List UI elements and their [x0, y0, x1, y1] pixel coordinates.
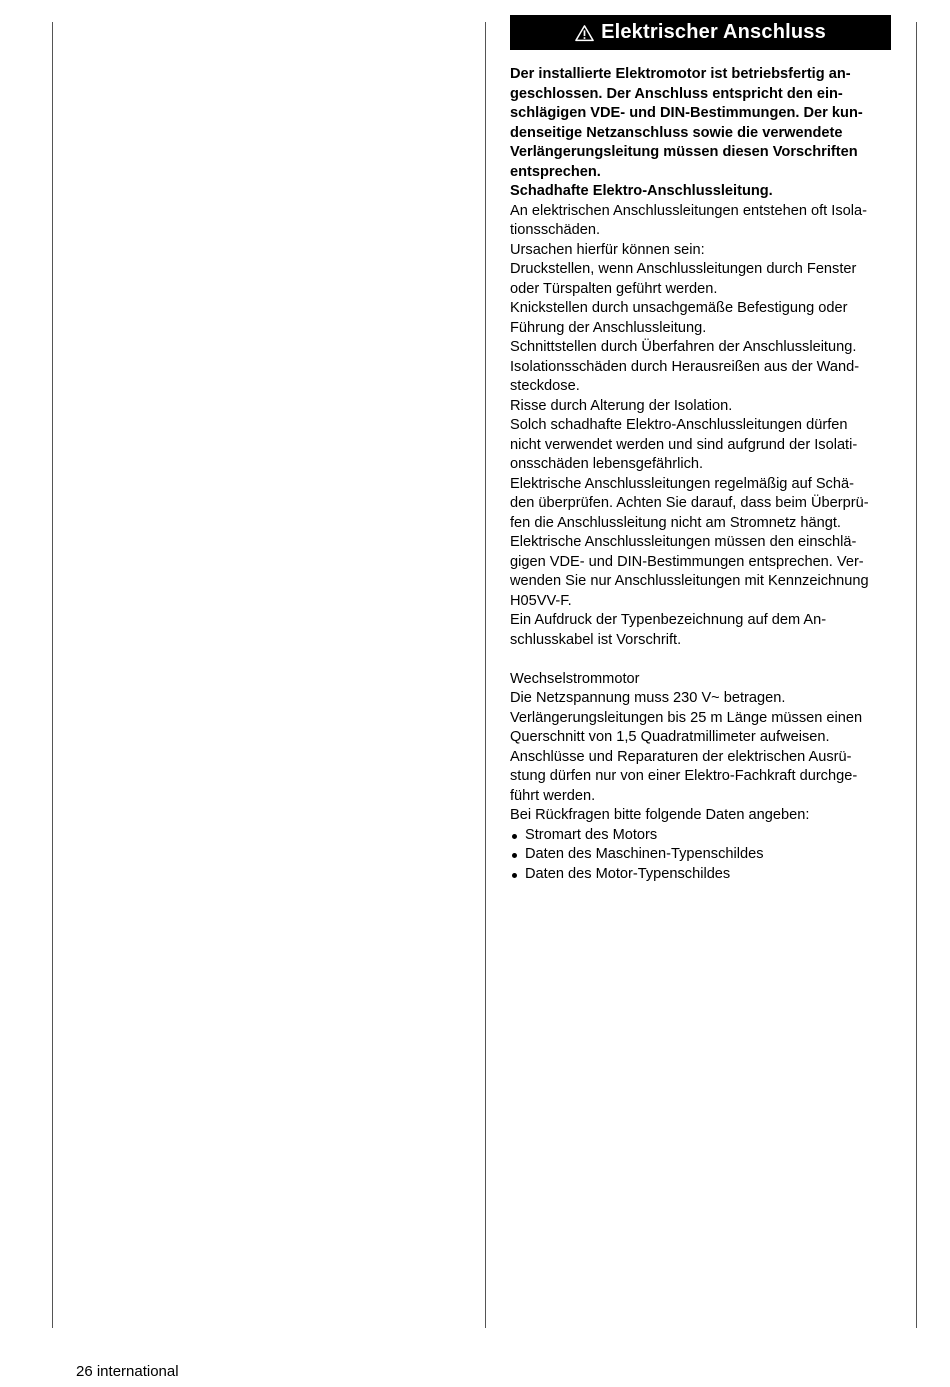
text-line: nicht verwendet werden und sind aufgrund der Isolati- — [510, 436, 858, 453]
text-line: wenden Sie nur Anschlussleitungen mit Kennzeichnung — [510, 573, 869, 589]
text-line: Der installierte Elektromotor ist betriebsfertig an- — [510, 66, 851, 82]
text-line: den überprüfen. Achten Sie darauf, dass beim Überprü- — [510, 495, 869, 511]
right-column — [510, 15, 891, 884]
text-line: Wechselstrommotor — [510, 670, 640, 687]
text-line: entsprechen. — [510, 163, 601, 180]
text-line: Führung der Anschlussleitung. — [510, 319, 707, 336]
text-line: Risse durch Alterung der Isolation. — [510, 397, 733, 414]
text-line: Knickstellen durch unsachgemäße Befestigung oder — [510, 300, 848, 316]
section-heading — [510, 15, 891, 50]
text-line: Verlängerungsleitungen bis 25 m Länge müssen einen — [510, 709, 863, 726]
text-line: Solch schadhafte Elektro-Anschlussleitungen dürfen — [510, 417, 848, 433]
text-line: Die Netzspannung muss 230 V~ betragen. — [510, 690, 786, 706]
intro-paragraph — [510, 65, 891, 202]
text-line: H05VV-F. — [510, 592, 572, 609]
text-line: steckdose. — [510, 378, 580, 394]
text-line: Schnittstellen durch Überfahren der Anschlussleitung. — [510, 339, 857, 355]
text-line: schlägigen VDE- und DIN-Bestimmungen. Der kun- — [510, 105, 863, 121]
text-line: Anschlüsse und Reparaturen der elektrischen Ausrü- — [510, 748, 852, 765]
text-line: Ein Aufdruck der Typenbezeichnung auf dem An- — [510, 612, 827, 628]
text-line: gigen VDE- und DIN-Bestimmungen entsprechen. Ver- — [510, 553, 864, 570]
section-content — [510, 65, 891, 884]
text-line: fen die Anschlussleitung nicht am Stromnetz hängt. — [510, 514, 841, 531]
text-line: An elektrischen Anschlussleitungen entstehen oft Isola- — [510, 202, 867, 219]
warning-triangle-icon — [575, 24, 594, 42]
column-rule-middle — [485, 22, 486, 1328]
section-title: Elektrischer Anschluss — [601, 21, 826, 43]
text-line: Verlängerungsleitung müssen diesen Vorschriften — [510, 144, 858, 160]
motor-paragraph — [510, 670, 891, 826]
body-paragraph — [510, 202, 891, 651]
column-rule-left — [52, 22, 53, 1328]
list-item: Daten des Motor-Typenschildes — [510, 865, 891, 885]
text-line: Ursachen hierfür können sein: — [510, 241, 705, 258]
text-line: schlusskabel ist Vorschrift. — [510, 631, 682, 648]
text-line: Isolationsschäden durch Herausreißen aus der Wand- — [510, 358, 860, 375]
bullet-list — [510, 826, 891, 885]
list-item: Daten des Maschinen-Typenschildes — [510, 845, 891, 865]
text-line: oder Türspalten geführt werden. — [510, 280, 718, 297]
text-line: führt werden. — [510, 787, 596, 804]
text-line: Elektrische Anschlussleitungen regelmäßig auf Schä- — [510, 475, 854, 492]
text-line: Elektrische Anschlussleitungen müssen den einschlä- — [510, 534, 857, 550]
subheading-line: Schadhafte Elektro-Anschlussleitung. — [510, 183, 773, 199]
text-line: tionsschäden. — [510, 222, 601, 238]
text-line: geschlossen. Der Anschluss entspricht den ein- — [510, 85, 843, 102]
text-line: Druckstellen, wenn Anschlussleitungen durch Fenster — [510, 261, 857, 277]
page-footer: 26 international — [76, 1363, 179, 1380]
text-line: Bei Rückfragen bitte folgende Daten angeben: — [510, 807, 810, 823]
list-item: Stromart des Motors — [510, 826, 891, 846]
text-line: Querschnitt von 1,5 Quadratmillimeter aufweisen. — [510, 729, 830, 745]
text-line: stung dürfen nur von einer Elektro-Fachkraft durchge- — [510, 768, 858, 784]
column-rule-right — [916, 22, 917, 1328]
paragraph-gap — [510, 650, 891, 670]
text-line: onsschäden lebensgefährlich. — [510, 456, 704, 472]
text-line: denseitige Netzanschluss sowie die verwendete — [510, 124, 843, 141]
